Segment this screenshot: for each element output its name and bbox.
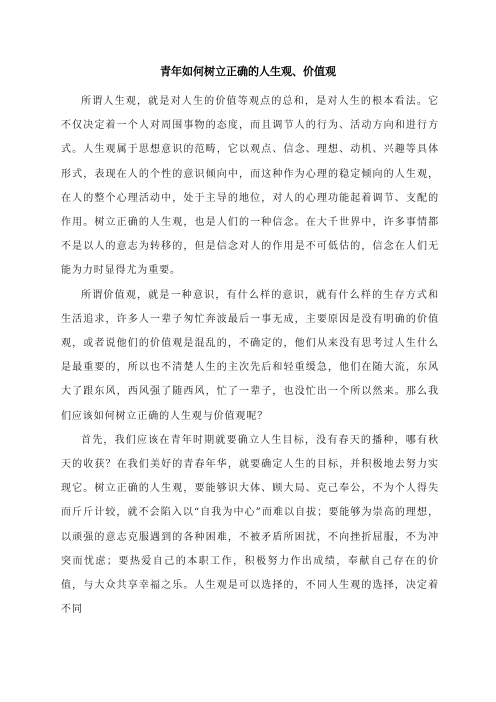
document-title: 青年如何树立正确的人生观、价值观 bbox=[160, 65, 336, 78]
document-body bbox=[61, 90, 439, 622]
paragraph-life-outlook: 所谓人生观，就是对人生的价值等观点的总和，是对人生的根本看法。它不仅决定着一个人对周围事物的态度，而且调节人的行为、活动方向和进行方式。人生观属于思想意识的范畴，它以观点、信念、理想、动机、兴趣等具体形式，表现在人的个性的意识倾向中，而这种作为心理的稳定倾向的人生观，在人的整个心理活动中，处于主导的地位，对人的心理功能起着调节、支配的作用。树立正确的人生观，也是人们的一种信念。在大千世界中，许多事情都不是以人的意志为转移的，但是信念对人的作用是不可低估的，信念在人们无能为力时显得尤为重要。 bbox=[61, 96, 439, 277]
paragraph-values: 所谓价值观，就是一种意识，有什么样的意识，就有什么样的生存方式和生活追求，许多人一辈子匆忙奔波最后一事无成，主要原因是没有明确的价值观，或者说他们的价值观是混乱的，不确定的，他们从来没有思考过人生什么是最重要的，所以也不清楚人生的主次先后和轻重缓急，他们在随大流，东风大了跟东风，西风强了随西风，忙了一辈子，也没忙出一个所以然来。那么我们应该如何树立正确的人生观与价值观呢？ bbox=[61, 289, 439, 422]
paragraph-life-goals: 首先，我们应该在青年时期就要确立人生目标，没有春天的播种，哪有秋天的收获？在我们美好的青春年华，就要确定人生的目标，并积极地去努力实现它。树立正确的人生观，要能够识大体、顾大局、克己奉公，不为个人得失而斤斤计较，就不会陷入以“自我为中心”而难以自拔；要能够为崇高的理想，以顽强的意志克服遇到的各种困难，不被矛盾所困扰，不向挫折屈服，不为冲突而忧虑；要热爱自己的本职工作，积极努力作出成绩，奉献自己存在的价值，与大众共享幸福之乐。人生观是可以选择的，不同人生观的选择，决定着不同 bbox=[61, 434, 439, 616]
